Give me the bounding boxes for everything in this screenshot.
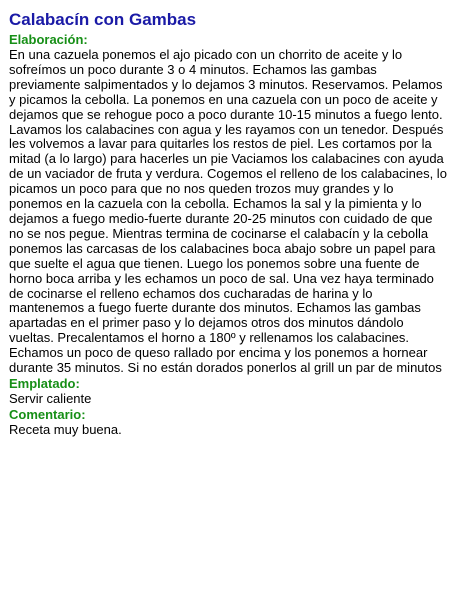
elaboracion-text: En una cazuela ponemos el ajo picado con un chorrito de aceite y lo sofreímos un poco durante 3 o 4 minutos. Echamos las gambas previamente salpimentados y lo dejamos 3 minutos. Reservamos. Pelamos y picamos la cebolla. La ponemos en una cazuela con un poco de aceite y dejamos que se rehogue poco a poco durante 10-15 minutos a fuego lento. Lavamos los calabacines con agua y les rayamos con un tenedor. Después les volvemos a lavar para quitarles los restos de piel. Les cortamos por la mitad (a lo largo) para hacerles un pie Vaciamos los calabacines con ayuda de un vaciador de fruta y verdura. Cogemos el relleno de los calabacines, lo picamos un poco para que no nos queden trozos muy grandes y lo ponemos en la cazuela con la cebolla. Echamos la sal y la pimienta y lo dejamos a fuego medio-fuerte durante 20-25 minutos con cuidado de que no se nos pegue. Mientras termina de cocinarse el calabacín y la cebolla ponemos las carcasas de los calabacines boca abajo sobre un papel para que suelte el agua que tienen. Luego los ponemos sobre una fuente de horno boca arriba y les echamos un poco de sal. Una vez haya terminado de cocinarse el relleno echamos dos cucharadas de harina y lo mantenemos a fuego fuerte durante dos minutos. Echamos las gambas apartadas en el primer paso y lo dejamos otros dos minutos dándolo vueltas. Precalentamos el horno a 180º y rellenamos los calabacines. Echamos un poco de queso rallado por encima y los ponemos a hornear durante 35 minutos. Si no están dorados ponerlos al grill un par de minutos bbox=[9, 47, 447, 376]
emplatado-heading: Emplatado: bbox=[9, 375, 80, 391]
elaboracion-heading: Elaboración: bbox=[9, 32, 88, 47]
recipe-title: Calabacín con Gambas bbox=[9, 10, 197, 29]
comentario-text: Receta muy buena. bbox=[9, 421, 122, 437]
emplatado-text: Servir caliente bbox=[9, 390, 92, 406]
comentario-heading: Comentario: bbox=[9, 406, 86, 422]
